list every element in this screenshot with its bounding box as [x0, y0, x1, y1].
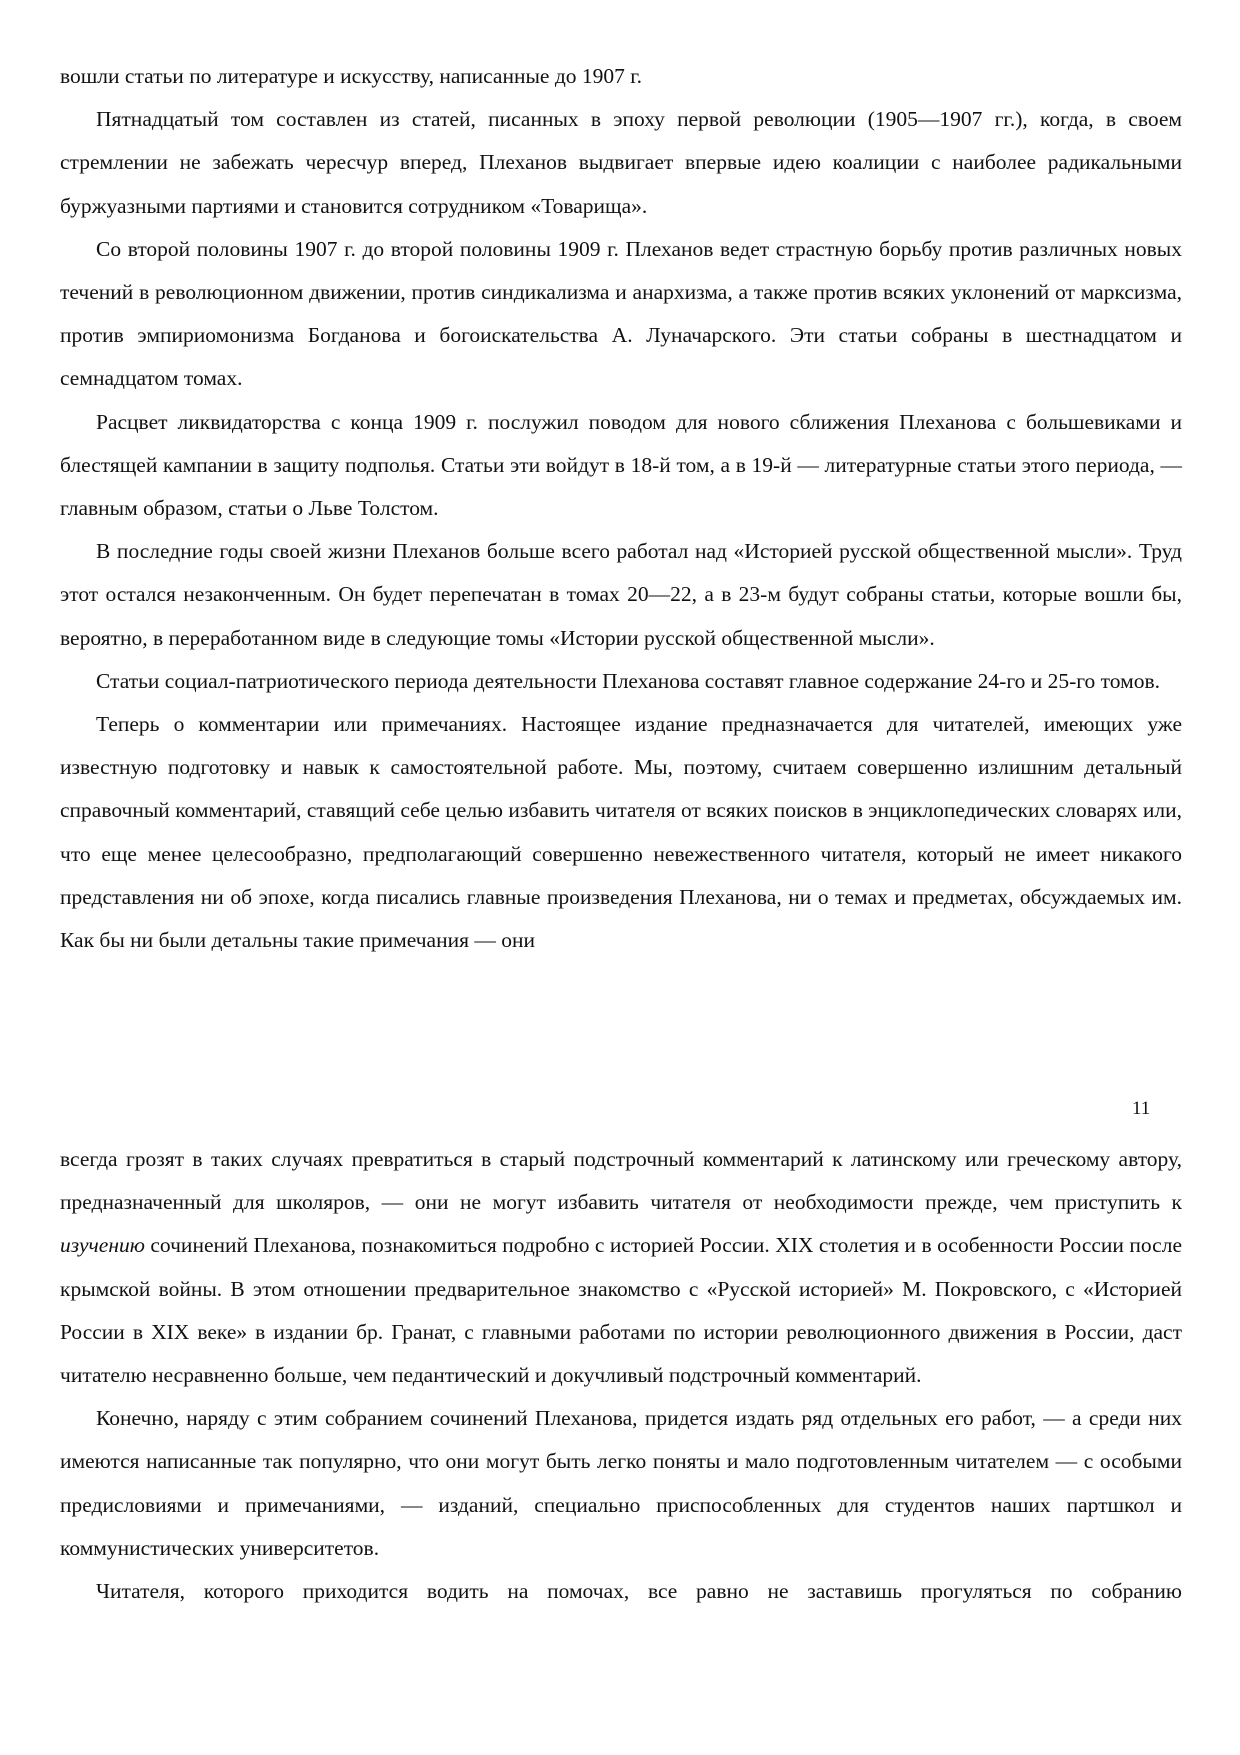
paragraph-separate-editions: Конечно, наряду с этим собранием сочинений Плеханова, придется издать ряд отдельных его работ, — а среди них имеются написанные так популярно, что они могут быть легко поняты и мало подготовленным читателем — с особыми предисловиями и примечаниями, — изданий, специально приспособленных для студентов наших партшкол и коммунистических университетов.: [60, 1406, 1182, 1560]
commentary-text-before: всегда грозят в таких случаях превратиться в старый подстрочный комментарий к латинскому или греческому автору, предназначенный для школяров, — они не могут избавить читателя от необходимости прежде, чем приступить к: [60, 1147, 1182, 1215]
document-page: [60, 0, 1182, 1755]
text-block-upper: [60, 55, 1182, 962]
paragraph-volumes-24-25: Статьи социал-патриотического периода деятельности Плеханова составят главное содержание 24-го и 25-го томов.: [96, 668, 1161, 693]
paragraph-volumes-18-19: Расцвет ликвидаторства с конца 1909 г. послужил поводом для нового сближения Плеханова с большевиками и блестящей кампании в защиту подполья. Статьи эти войдут в 18-й том, а в 19-й — литературные статьи этого периода, — главным образом, статьи о Льве Толстом.: [60, 409, 1182, 521]
paragraph-volumes-16-17: Со второй половины 1907 г. до второй половины 1909 г. Плеханов ведет страстную борьбу против различных новых течений в революционном движении, против синдикализма и анархизма, а также против всяких уклонений от марксизма, против эмпириомонизма Богданова и богоискательства А. Луначарского. Эти статьи собраны в шестнадцатом и семнадцатом томах.: [60, 236, 1182, 391]
paragraph-continuation: вошли статьи по литературе и искусству, написанные до 1907 г.: [60, 64, 643, 88]
emphasis-study: изучению: [60, 1233, 145, 1258]
paragraph-volumes-20-23: В последние годы своей жизни Плеханов больше всего работал над «Историей русской общественной мысли». Труд этот остался незаконченным. Он будет перепечатан в томах 20—22, а в 23-м будут собраны статьи, которые вошли бы, вероятно, в переработанном виде в следующие томы «Истории русской общественной мысли».: [60, 539, 1182, 650]
paragraph-commentary: Теперь о комментарии или примечаниях. Настоящее издание предназначается для читателей, имеющих уже известную подготовку и навык к самостоятельной работе. Мы, поэтому, считаем совершенно излишним детальный справочный комментарий, ставящий себе целью избавить читателя от всяких поисков в энциклопедических словарях или, что еще менее целесообразно, предполагающий совершенно невежественного читателя, который не имеет никакого представления ни об эпохе, когда писались главные произведения Плеханова, ни о темах и предметах, обсуждаемых им. Как бы ни были детальны такие примечания — они: [60, 712, 1182, 953]
page-number: 11: [1132, 1098, 1151, 1119]
paragraph-volume-15: Пятнадцатый том составлен из статей, писанных в эпоху первой революции (1905—1907 гг.), когда, в своем стремлении не забежать чересчур вперед, Плеханов выдвигает впервые идею коалиции с наиболее радикальными буржуазными партиями и становится сотрудником «Товарища».: [60, 107, 1182, 218]
paragraph-reader: Читателя, которого приходится водить на помочах, все равно не заставишь прогуляться по собранию: [96, 1579, 1182, 1604]
paragraph-commentary-continued: [60, 1138, 1182, 1397]
text-block-lower: [60, 1138, 1182, 1613]
commentary-text-after: сочинений Плеханова, познакомиться подробно с историей России. XIX столетия и в особенности России после крымской войны. В этом отношении предварительное знакомство с «Русской историей» М. Покровского, с «Историей России в XIX веке» в издании бр. Гранат, с главными работами по истории революционного движения в России, даст читателю несравненно больше, чем педантический и докучливый подстрочный комментарий.: [60, 1233, 1182, 1388]
